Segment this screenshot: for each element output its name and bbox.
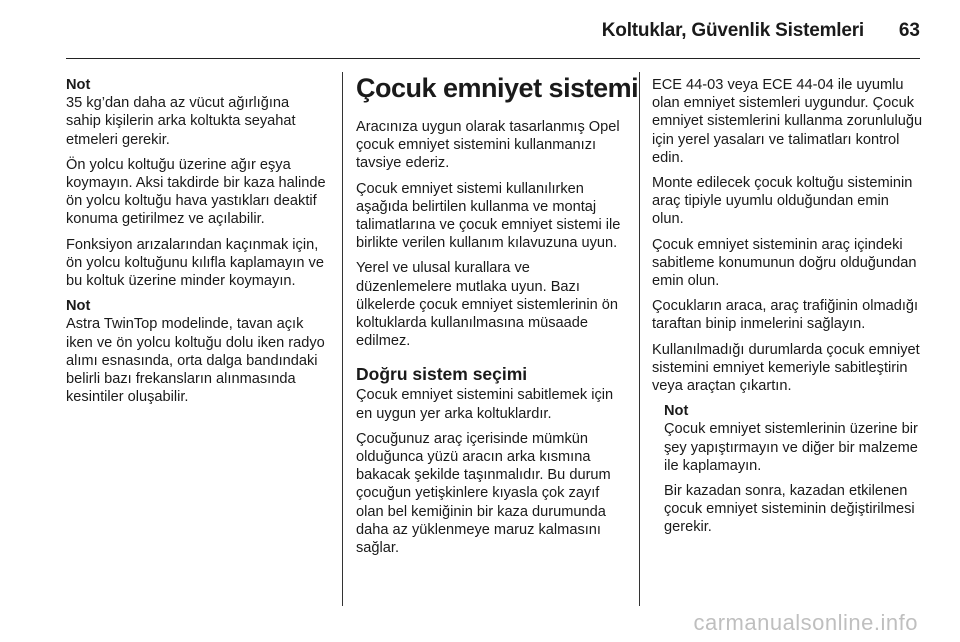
paragraph: Kullanılmadığı durumlarda çocuk emniyet sistemini emniyet kemeriyle sabitleştirin veya araçtan çıkartın. — [652, 341, 920, 395]
note-label: Not — [66, 77, 91, 93]
paragraph: Çocuk emniyet sisteminin araç içindeki sabitleme konumunun doğru olduğundan emin olun. — [652, 236, 917, 290]
watermark: carmanualsonline.info — [693, 610, 918, 635]
paragraph: Çocuk emniyet sistemini sabitlemek için en uygun yer arka koltuklardır. — [356, 387, 614, 422]
header-divider — [66, 58, 920, 59]
paragraph: Fonksiyon arızalarından kaçınmak için, ön yolcu koltuğunu kılıfla kaplamayın ve bu koltuk üzerine minder koymayın. — [66, 236, 324, 290]
paragraph: Çocukların araca, araç trafiğinin olmadığı taraftan binip inmelerini sağlayın. — [652, 298, 919, 333]
note-label: Not — [66, 298, 91, 315]
paragraph: Çocuğunuz araç içerisinde mümkün olduğunca yüzü aracın arka kısmına bakacak şekilde taşınmalıdır. Bu durum çocuğun yetişkinlere kıyasla çok zayıf olan bel kemiğinin bir kaza durumunda daha az yüklenmeye maruz kalmasını sağlar. — [356, 430, 611, 557]
sub-heading: Doğru sistem seçimi — [356, 364, 528, 385]
middle-column — [356, 72, 639, 564]
paragraph: Aracınıza uygun olarak tasarlanmış Opel çocuk emniyet sistemini kullanmanızı tavsiye ederiz. — [356, 119, 620, 172]
paragraph: Yerel ve ulusal kurallara ve düzenlemelere mutlaka uyun. Bazı ülkelerde çocuk emniyet sistemlerinin ön koltuklarda kullanılmasına müsaade edilmez. — [356, 260, 618, 350]
paragraph: Çocuk emniyet sistemi kullanılırken aşağıda belirtilen kullanma ve montaj talimatlarına ve çocuk emniyet sistemi ile birlikte verilen kullanım kılavuzuna uyun. — [356, 180, 621, 252]
page-header — [0, 0, 960, 56]
note-text: Çocuk emniyet sistemlerinin üzerine bir şey yapıştırmayın ve diğer bir malzeme ile kaplamayın. — [664, 421, 918, 474]
page-number: 63 — [898, 20, 920, 41]
note-text: Bir kazadan sonra, kazadan etkilenen çocuk emniyet sisteminin değiştirilmesi gerekir. — [664, 483, 915, 536]
section-heading: Çocuk emniyet sistemi — [356, 73, 639, 103]
column-divider-1 — [342, 72, 343, 606]
note-label: Not — [664, 403, 689, 420]
header-title: Koltuklar, Güvenlik Sistemleri — [601, 20, 864, 41]
note-block — [652, 402, 924, 536]
left-column — [66, 76, 328, 413]
paragraph: Ön yolcu koltuğu üzerine ağır eşya koymayın. Aksi takdirde bir kaza halinde ön yolcu koltuğu hava yastıkları deaktif konuma getirilmez ve açılabilir. — [66, 156, 326, 228]
note-text: Astra TwinTop modelinde, tavan açık iken ve ön yolcu koltuğu dolu iken radyo alımı esnasında, orta dalga bandındaki belirli bazı frekansların alınmasında kesintiler oluşabilir. — [66, 316, 325, 406]
column-divider-2 — [639, 72, 640, 606]
paragraph: Monte edilecek çocuk koltuğu sisteminin araç tipiyle uyumlu olduğundan emin olun. — [652, 175, 913, 228]
paragraph: ECE 44-03 veya ECE 44-04 ile uyumlu olan emniyet sistemleri uygundur. Çocuk emniyet sistemlerini kullanma zorunluluğu için yerel yasaları ve talimatları kontrol edin. — [652, 77, 923, 166]
note-text: 35 kg’dan daha az vücut ağırlığına sahip kişilerin arka koltukta seyahat etmeleri gerekir. — [66, 95, 296, 148]
right-column — [652, 76, 924, 544]
